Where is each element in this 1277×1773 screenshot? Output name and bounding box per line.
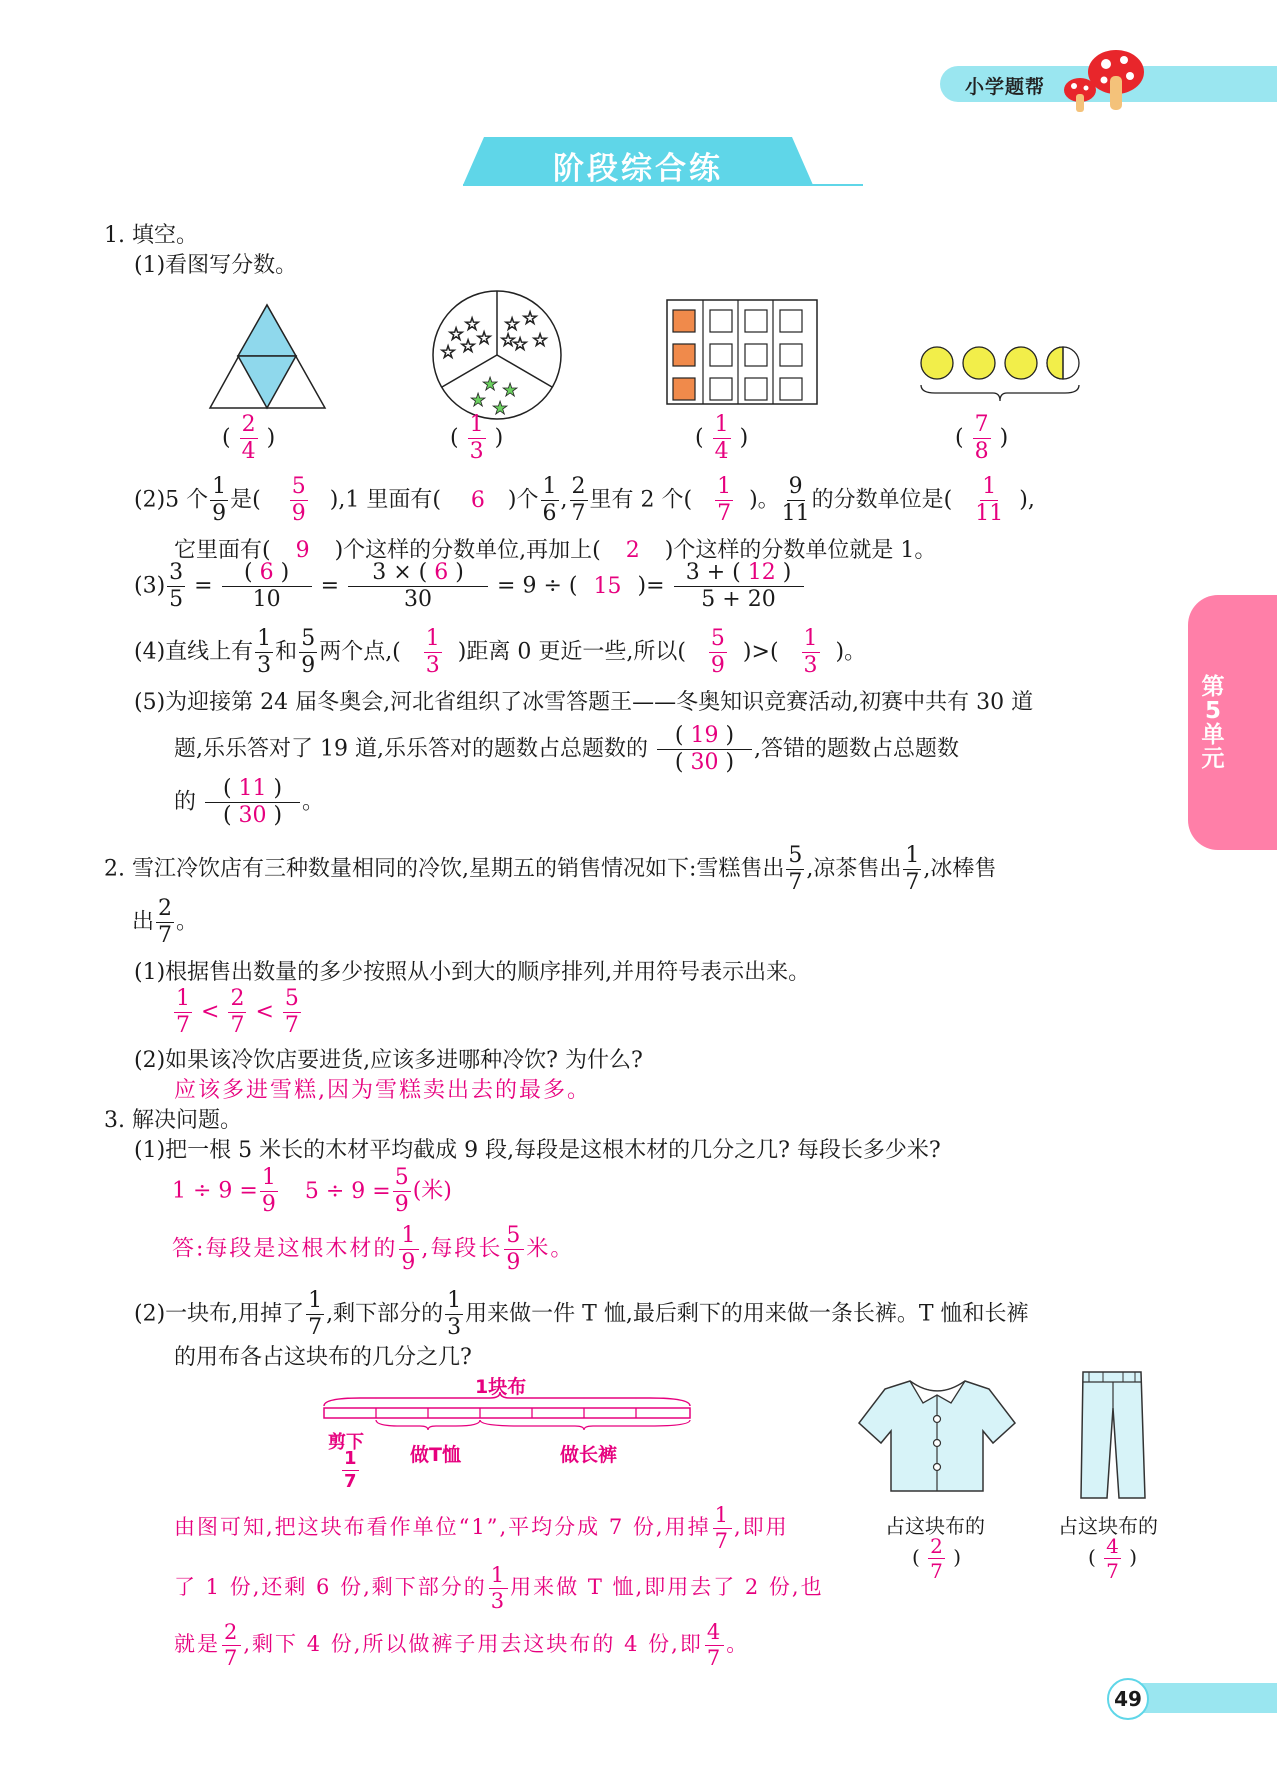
- solution-line1: 由图可知,把这块布看作单位“1”,平均分成 7 份,用掉 $\frac{1}{7}$ ,即用: [174, 1503, 789, 1553]
- q1-p5-line1: (5)为迎接第 24 届冬奥会,河北省组织了冰雪答题王——冬奥知识竞赛活动,初赛中共有 30 道: [134, 690, 1034, 715]
- shirt-share-answer: ( $\frac{2}{7}$ ): [912, 1534, 962, 1583]
- diagram-tshirt-label: 做T恤: [410, 1444, 461, 1466]
- p1-answer-4: ( $\frac{7}{8}$ ): [955, 412, 1009, 464]
- svg-text:★: ★: [470, 390, 487, 411]
- q1-p3: (3) $\frac{3}{5}$ = $\frac{( 6 )}{10}$ = $\frac{3 \times ( 6 )}{30}$ = 9 ÷ ( 15 )= $\frac{3 + ( 12 )}{5 + 20}$: [134, 562, 806, 611]
- q2-p1: (1)根据售出数量的多少按照从小到大的顺序排列,并用符号表示出来。: [134, 960, 811, 985]
- p1-answer-1: ( $\frac{2}{4}$ ): [222, 412, 276, 464]
- q2-p2-answer: 应该多进雪糕,因为雪糕卖出去的最多。: [174, 1078, 591, 1103]
- q1-p5-line3: 的 $\frac{( 11 )}{( 30 )}$ 。: [174, 776, 325, 828]
- q3-label: 3. 解决问题。: [104, 1108, 242, 1133]
- q1-p2-line1: (2)5 个 $\frac{1}{9}$ 是( $\frac{5}{9}$ ),1 里面有( 6 )个 $\frac{1}{6}$ , $\frac{2}{7}$ 里有 2 个( $\frac{1}{7}$ )。 $\frac{9}{11}$ 的分数单位是( $\frac{1}{11}$ ),: [134, 474, 1035, 526]
- cubes-figure: [665, 298, 820, 408]
- pants-share-answer: ( $\frac{4}{7}$ ): [1088, 1534, 1138, 1583]
- svg-text:☆: ☆: [512, 334, 529, 355]
- mushroom-icon: [1060, 44, 1150, 116]
- diagram-cut-label: 剪下: [328, 1432, 364, 1453]
- p1-answer-2: ( $\frac{1}{3}$ ): [450, 412, 504, 464]
- q2-line2: 出 $\frac{2}{7}$ 。: [132, 896, 199, 948]
- diagram-cut-fraction: $\frac{1}{7}$: [344, 1448, 357, 1492]
- svg-text:☆: ☆: [440, 342, 457, 363]
- solution-line2: 了 1 份,还剩 6 份,剩下部分的 $\frac{1}{3}$ 用来做 T 恤,即用去了 2 份,也: [174, 1563, 824, 1613]
- tshirt-icon: [855, 1375, 1020, 1495]
- q1-p2-line2: 它里面有( 9 )个这样的分数单位,再加上( 2 )个这样的分数单位就是 1。: [174, 538, 937, 563]
- q2-p1-answer: $\frac{1}{7}$ < $\frac{2}{7}$ < $\frac{5}{7}$: [176, 986, 299, 1038]
- q1-label: 1. 填空。: [104, 223, 198, 248]
- triangle-figure: [205, 300, 330, 412]
- q3-p2-line1: (2)一块布,用掉了 $\frac{1}{7}$ ,剩下部分的 $\frac{1}{3}$ 用来做一件 T 恤,最后剩下的用来做一条长裤。T 恤和长裤: [134, 1288, 1029, 1340]
- shirt-share-label: 占这块布的: [885, 1514, 985, 1538]
- diagram-pants-label: 做长裤: [560, 1444, 618, 1466]
- q2-line1: 2. 雪江冷饮店有三种数量相同的冷饮,星期五的销售情况如下:雪糕售出 $\frac{5}{7}$ ,凉茶售出 $\frac{1}{7}$ ,冰棒售: [104, 843, 997, 895]
- star-circle-figure: [430, 288, 565, 423]
- q3-p1-calc: 1 ÷ 9 = $\frac{1}{9}$ 5 ÷ 9 = $\frac{5}{9}$ (米): [172, 1165, 452, 1217]
- q3-p2-line2: 的用布各占这块布的几分之几?: [174, 1345, 472, 1370]
- cloth-diagram: [320, 1392, 695, 1432]
- pants-share-label: 占这块布的: [1058, 1514, 1158, 1538]
- solution-line3: 就是 $\frac{2}{7}$ ,剩下 4 份,所以做裤子用去这块布的 4 份,即 $\frac{4}{7}$ 。: [174, 1620, 750, 1670]
- svg-text:☆: ☆: [464, 314, 481, 335]
- q2-p2: (2)如果该冷饮店要进货,应该多进哪种冷饮? 为什么?: [134, 1048, 643, 1073]
- svg-text:★: ★: [502, 380, 519, 401]
- svg-text:☆: ☆: [460, 336, 477, 357]
- q1-p4: (4)直线上有 $\frac{1}{3}$ 和 $\frac{5}{9}$ 两个点,( $\frac{1}{3}$ )距离 0 更近一些,所以( $\frac{5}{9}$ )>( $\frac{1}{3}$ )。: [134, 626, 867, 678]
- svg-text:☆: ☆: [448, 324, 465, 345]
- svg-text:☆: ☆: [500, 330, 517, 351]
- diagram-total-label: 1块布: [475, 1376, 527, 1398]
- unit-side-tab-label: 第5单元: [1201, 674, 1225, 773]
- svg-text:☆: ☆: [532, 330, 549, 351]
- q1-p5-line2: 题,乐乐答对了 19 道,乐乐答对的题数占总题数的 $\frac{( 19 )}{( 30 )}$ ,答错的题数占总题数: [174, 723, 959, 775]
- svg-text:☆: ☆: [522, 308, 539, 329]
- q1-p1-label: (1)看图写分数。: [134, 253, 298, 278]
- svg-text:☆: ☆: [476, 328, 493, 349]
- svg-text:☆: ☆: [504, 314, 521, 335]
- svg-text:★: ★: [482, 374, 499, 395]
- circles-figure: [915, 345, 1090, 405]
- pants-icon: [1075, 1368, 1150, 1503]
- svg-text:★: ★: [492, 398, 509, 419]
- brand-label: 小学题帮: [965, 76, 1046, 98]
- q3-p1: (1)把一根 5 米长的木材平均截成 9 段,每段是这根木材的几分之几? 每段长多少米?: [134, 1138, 941, 1163]
- page-number: 49: [1107, 1678, 1149, 1720]
- page-title: 阶段综合练: [553, 151, 723, 187]
- q3-p1-answer: 答:每段是这根木材的 $\frac{1}{9}$ ,每段长 $\frac{5}{9}$ 米。: [172, 1223, 575, 1275]
- p1-answer-3: ( $\frac{1}{4}$ ): [695, 412, 749, 464]
